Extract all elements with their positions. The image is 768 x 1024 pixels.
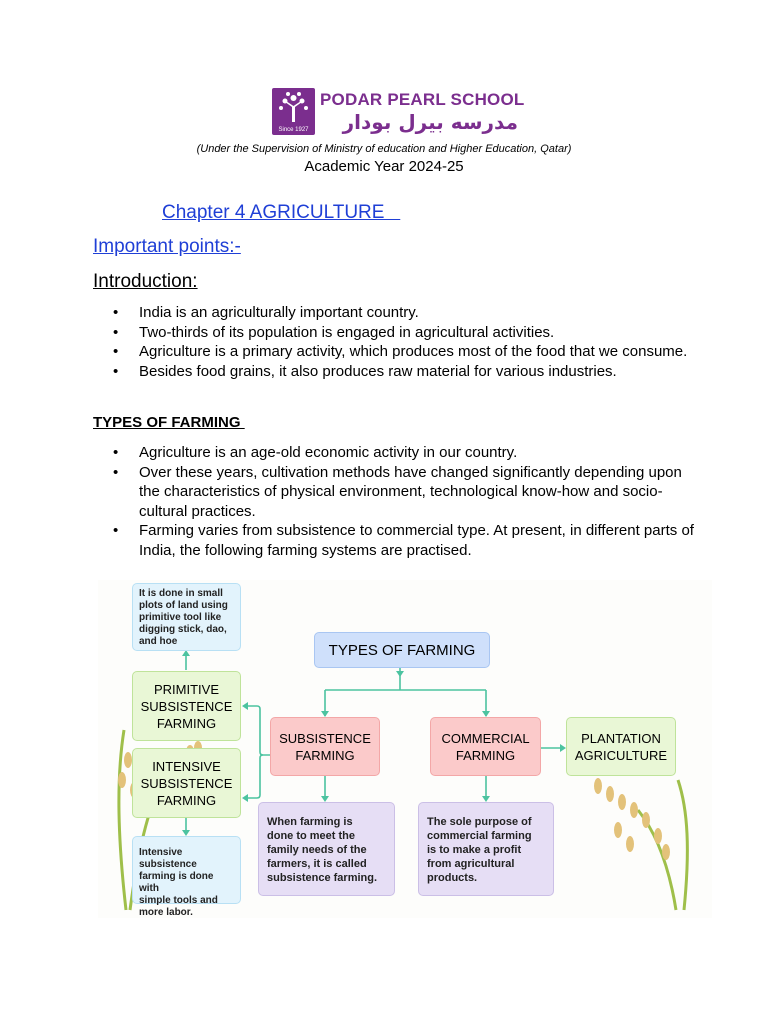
box-label-line: PRIMITIVE [153, 681, 219, 697]
note-line: done to meet the [267, 830, 356, 842]
intensive-note [132, 836, 241, 918]
rice-stalk-right-icon [638, 780, 687, 910]
commercial-note [418, 802, 554, 896]
note-line: products. [427, 872, 478, 884]
note-line: The sole purpose of [427, 816, 532, 828]
commercial-farming-box [430, 717, 541, 776]
box-label-line: INTENSIVE [152, 758, 221, 774]
primitive-note [132, 583, 241, 651]
note-line: family needs of the [267, 844, 367, 856]
school-logo [272, 88, 315, 135]
box-label-line: SUBSISTENCE [279, 730, 371, 746]
chapter-title: Chapter 4 AGRICULTURE [162, 202, 401, 223]
introduction-list [113, 303, 703, 381]
primitive-subsistence-box [132, 671, 241, 741]
box-label-line: AGRICULTURE [574, 747, 668, 763]
introduction-heading: Introduction: [93, 271, 198, 292]
box-label-line: FARMING [156, 715, 217, 731]
list-item: • Over these years, cultivation methods have changed significantly depending upon the characteristics of physical environment, technological know-how and socio-cultural practices. [113, 463, 703, 522]
box-label-line: SUBSISTENCE [140, 698, 233, 714]
list-item: • Two-thirds of its population is engaged in agricultural activities. [113, 323, 703, 343]
note-line: farmers, it is called [267, 858, 367, 870]
types-of-farming-heading: TYPES OF FARMING [93, 414, 245, 431]
note-line: from agricultural [427, 858, 515, 870]
list-item: • India is an agriculturally important country. [113, 303, 703, 323]
school-name: PODAR PEARL SCHOOL [320, 90, 525, 109]
box-label-line: FARMING [295, 747, 355, 763]
farming-types-diagram [98, 580, 712, 918]
note-line: It is done in small [139, 588, 223, 599]
types-of-farming-label: TYPES OF FARMING [328, 641, 476, 659]
list-item: • Farming varies from subsistence to commercial type. At present, in different parts of India, the following farming systems are practised. [113, 521, 703, 560]
important-points-heading: Important points:- [93, 236, 241, 257]
subsistence-note [258, 802, 395, 896]
note-line: primitive tool like [139, 612, 222, 623]
note-line: Intensive subsistence [139, 847, 197, 870]
note-line: subsistence farming. [267, 872, 378, 884]
note-line: commercial farming [427, 830, 532, 842]
note-line: When farming is [267, 816, 353, 828]
box-label-line: FARMING [156, 792, 217, 808]
note-line: farming is done with [139, 871, 214, 894]
note-line: plots of land using [139, 600, 228, 611]
note-line: digging stick, dao, [139, 624, 227, 635]
intensive-subsistence-box [132, 748, 241, 818]
box-label-line: PLANTATION [581, 730, 661, 746]
note-line: simple tools and [139, 895, 218, 906]
list-item: • Agriculture is a primary activity, which produces most of the food that we consume. [113, 342, 703, 362]
supervision-note: (Under the Supervision of Ministry of education and Higher Education, Qatar) [196, 143, 572, 155]
box-label-line: FARMING [455, 747, 516, 763]
note-line: more labor. [139, 907, 193, 918]
subsistence-farming-box [270, 717, 380, 776]
academic-year: Academic Year 2024-25 [304, 158, 464, 175]
list-item: • Besides food grains, it also produces raw material for various industries. [113, 362, 703, 382]
types-list [113, 443, 703, 560]
logo-year: Since 1927 [278, 127, 309, 133]
plantation-agriculture-box [566, 717, 676, 776]
tree-logo-icon [272, 88, 315, 126]
box-label-line: COMMERCIAL [441, 730, 530, 746]
school-name-arabic: مدرسه بيرل بودار [342, 110, 518, 134]
list-item: • Agriculture is an age-old economic activity in our country. [113, 443, 703, 463]
note-line: is to make a profit [427, 844, 522, 856]
box-label-line: SUBSISTENCE [140, 775, 233, 791]
note-line: and hoe [139, 636, 178, 647]
types-of-farming-box [314, 632, 490, 668]
